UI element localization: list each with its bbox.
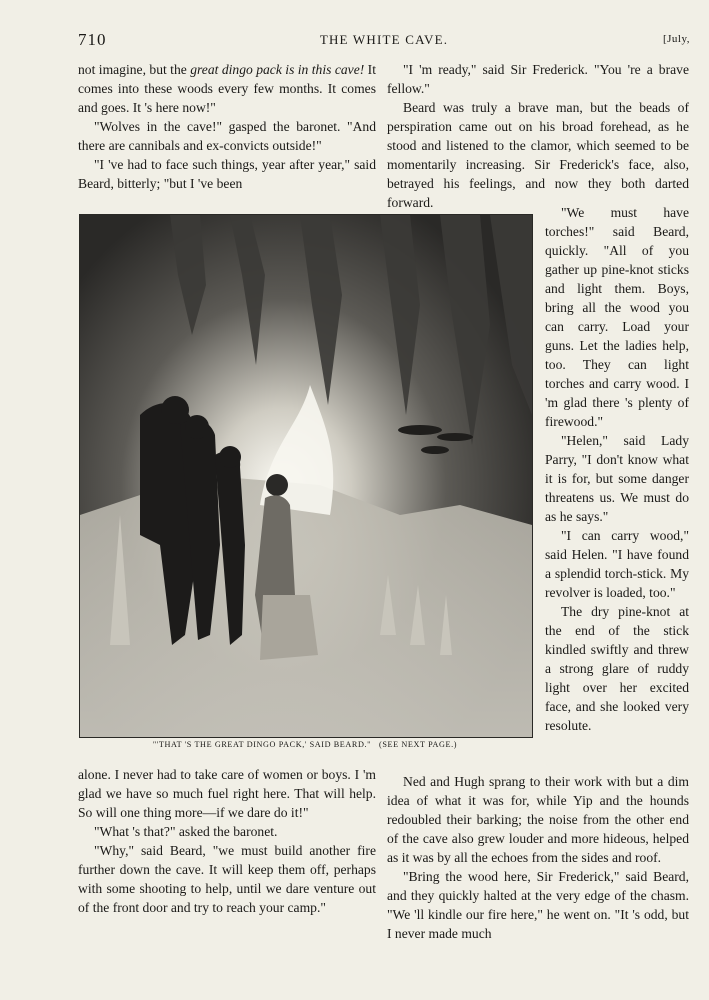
paragraph: not imagine, but the great dingo pack is in this cave! It comes into these woods every few months. It comes and goes. It 's here now!" [78, 62, 376, 115]
caption-text: "'THAT 'S THE GREAT DINGO PACK,' SAID BEARD." [152, 740, 372, 749]
paragraph: alone. I never had to take care of women or boys. I 'm glad we have so much fuel right here. That will help. So will one thing more—if we dare do it!" [78, 767, 376, 820]
page-header [78, 30, 690, 52]
running-title: THE WHITE CAVE. [319, 32, 449, 47]
right-column-middle [545, 203, 689, 735]
running-month: [July, [662, 33, 690, 45]
paragraph: "What 's that?" asked the baronet. [94, 824, 278, 839]
paragraph: Beard was truly a brave man, but the beads of perspiration came out on his broad forehead, as he stood and listened to the clamor, which seemed to be momentarily increasing. Sir Frederick's face, also, betrayed his feelings, and now they both darted forward. [387, 100, 689, 210]
illustration-drawing [80, 215, 532, 737]
cave-illustration [79, 214, 533, 738]
paragraph: Ned and Hugh sprang to their work with but a dim idea of what it was for, while Yip and the hounds redoubled their barking; the noise from the other end of the cave also grew louder and more hideous, helped as it was by all the echoes from the sides and roof. [387, 774, 689, 865]
caption-reference: (SEE NEXT PAGE.) [379, 740, 458, 749]
paragraph: The dry pine-knot at the end of the stick kindled swiftly and threw a strong glare of ruddy light over her excited face, and she looked very resolute. [545, 604, 689, 733]
paragraph: "We must have torches!" said Beard, quickly. "All of you gather up pine-knot sticks and light them. Boys, bring all the wood you can carry. Load your guns. Let the ladies help, too. They can light torches and carry wood. I 'm glad there 's plenty of firewood." [545, 205, 689, 429]
paragraph: "Bring the wood here, Sir Frederick," said Beard, and they quickly halted at the very edge of the chasm. "We 'll kindle our fire here," he went on. "It 's odd, but I never made much [387, 869, 689, 941]
page-number: 710 [78, 30, 107, 49]
paragraph: "I can carry wood," said Helen. "I have found a splendid torch-stick. My revolver is loaded, too." [545, 528, 689, 600]
left-column-top [78, 60, 376, 193]
right-column-top [387, 60, 689, 212]
paragraph: "Why," said Beard, "we must build another fire further down the cave. It will keep them off, perhaps with some shooting to help, until we dare venture out of the front door and try to reach your camp." [78, 843, 376, 915]
paragraph: "I 'm ready," said Sir Frederick. "You 're a brave fellow." [387, 62, 689, 96]
paragraph: "I 've had to face such things, year after year," said Beard, bitterly; "but I 've been [78, 157, 376, 191]
left-column-bottom [78, 765, 376, 917]
right-column-bottom [387, 772, 689, 943]
paragraph: "Wolves in the cave!" gasped the baronet. "And there are cannibals and ex-convicts outside!" [78, 119, 376, 153]
paragraph: "Helen," said Lady Parry, "I don't know what it is for, but some danger threatens us. We must do as he says." [545, 433, 689, 524]
illustration-caption [79, 740, 531, 749]
